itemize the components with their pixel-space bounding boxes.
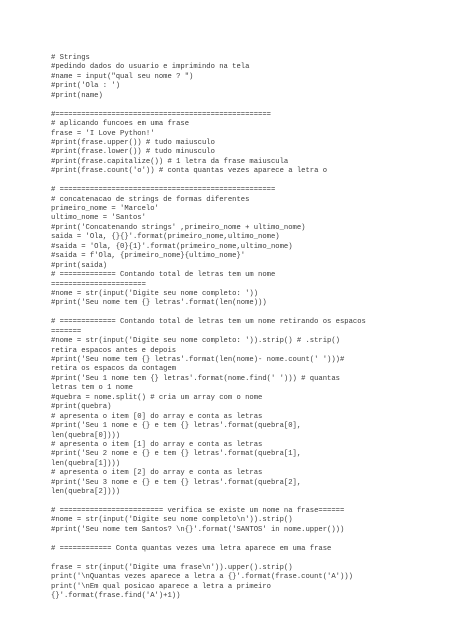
blank-line [51,309,401,318]
code-line: #print('Seu 3 nome e {} e tem {} letras'.format(quebra[2], [51,478,302,487]
code-line: # ============= Contando total de letras tem um nome retirando os espacos [51,318,366,327]
blank-line [51,101,401,110]
code-line: ======= [51,327,82,336]
code-line: # Strings [51,54,90,62]
code-line: frase = str(input('Digite uma frase\n')).upper().strip() [51,563,293,572]
code-line: #print(frase.lower()) # tudo minusculo [51,148,215,157]
code-line: # ============ Conta quantas vezes uma letra aparece em uma frase [51,544,332,553]
code-line: primeiro_nome = 'Marcelo' [51,205,159,213]
code-line: #nome = str(input('Digite seu nome completo: ')) [51,289,259,298]
blank-line [51,177,401,186]
blank-line [51,498,401,507]
blank-line [51,535,401,544]
code-line: #saida = 'Ola, {0}{1}'.format(primeiro_nome,ultimo_nome) [51,242,293,251]
code-line: # aplicando funcoes em uma frase [51,120,190,129]
code-line: # ============= Contando total de letras tem um nome [51,271,276,280]
code-line: #================================================== [51,110,271,119]
code-line: #print('Seu nome tem Santos? \n{}'.format('SANTOS' in nome.upper())) [51,525,345,534]
code-line: len(quebra[0]))) [51,431,121,440]
code-line: # concatenacao de strings de formas diferentes [51,195,250,204]
code-line: #print('Seu nome tem {} letras'.format(len(nome))) [51,299,267,308]
code-line: #nome = str(input('Digite seu nome completo: ')).strip() # .strip() [51,337,340,346]
code-line: #print('Ola : ') [51,82,121,91]
code-line: {}'.format(frase.find('A')+1)) [51,591,181,600]
code-line: #nome = str(input('Digite seu nome completo\n')).strip() [51,516,293,525]
code-line: #print(saida) [51,261,108,270]
code-line: saida = 'Ola, {}{}'.format(primeiro_nome,ultimo_nome) [51,233,280,242]
code-line: retira os espacos da contagem [51,365,177,374]
code-line: #print('Seu nome tem {} letras'.format(len(nome)- nome.count(' ')))# [51,356,345,364]
code-line: # apresenta o item [0] do array e conta as letras [51,412,263,421]
code-line: #print(frase.upper()) # tudo maiusculo [51,138,215,147]
code-line: #print(frase.count('o')) # conta quantas vezes aparece a letra o [51,167,328,176]
code-line: ultimo_nome = 'Santos' [51,214,146,223]
code-line: # apresenta o item [1] do array e conta as letras [51,440,263,449]
blank-line [51,554,401,563]
code-line: # ======================== verifica se existe um nome na frase====== [51,507,345,515]
code-line: #print(frase.capitalize()) # 1 letra da frase maiuscula [51,157,289,166]
code-line: len(quebra[2]))) [51,488,121,497]
code-line: # ================================================== [51,186,276,195]
code-line: #print(quebra) [51,403,112,412]
code-line: print('\nQuantas vezes aparece a letra a {}'.format(frase.count('A'))) [51,573,353,582]
code-line: letras tem o 1 nome [51,384,133,393]
code-listing [51,54,401,601]
code-line: #saida = f'Ola, {primeiro_nome}{ultimo_nome}' [51,252,246,261]
code-line: #quebra = nome.split() # cria um array com o nome [51,393,263,402]
code-line: len(quebra[1]))) [51,459,121,468]
code-line: ====================== [51,280,146,289]
code-line: retira espacos antes e depois [51,346,177,355]
code-line: frase = 'I Love Python!' [51,129,155,138]
code-line: #print('Concatenando strings' ,primeiro_nome + ultimo_nome) [51,223,306,232]
code-line: #print('Seu 1 nome e {} e tem {} letras'.format(quebra[0], [51,422,302,431]
code-line: # apresenta o item [2] do array e conta as letras [51,469,263,478]
code-line: #print(name) [51,91,103,100]
code-line: #name = input("qual seu nome ? ") [51,72,194,81]
code-line: #print('Seu 1 nome tem {} letras'.format(nome.find(' '))) # quantas [51,374,340,383]
code-line: print('\nEm qual posicao aparece a letra a primeiro [51,582,271,591]
code-line: #print('Seu 2 nome e {} e tem {} letras'.format(quebra[1], [51,450,302,459]
code-line: #pedindo dados do usuario e imprimindo na tela [51,63,250,72]
